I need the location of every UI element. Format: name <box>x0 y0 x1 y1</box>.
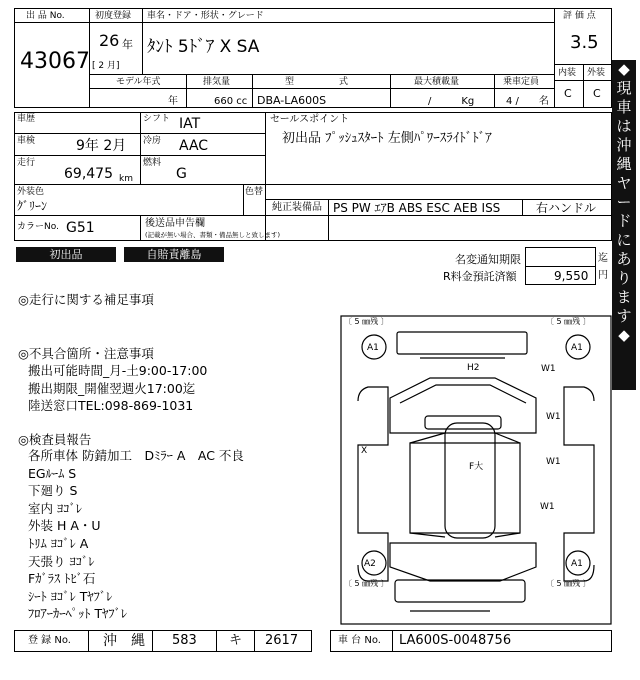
type-label: 型 式 <box>285 77 349 87</box>
divider <box>554 8 555 108</box>
damage-mark: W1 <box>541 364 556 374</box>
exterior-color-label: 外装色 <box>17 187 45 197</box>
roof-outline <box>410 443 520 533</box>
roof-panel <box>445 423 495 538</box>
divider <box>90 22 554 23</box>
handle: 右ハンドル <box>536 201 597 215</box>
divider <box>14 133 265 134</box>
side-notice-char: ヤ <box>616 174 632 192</box>
divider <box>14 22 90 23</box>
sales-point: 初出品 ﾌﾟｯｼｭｽﾀｰﾄ 左側ﾊﾟﾜｰｽﾗｲﾄﾞﾄﾞｱ <box>282 131 492 146</box>
defect-line: 陸送窓口TEL:098-869-1031 <box>28 398 194 414</box>
inspection: 9年 2月 <box>76 138 127 154</box>
interior-label: 内装 <box>558 68 577 78</box>
rear-outline <box>390 543 536 581</box>
side-notice-char: ド <box>616 212 632 230</box>
divider <box>88 630 89 652</box>
inspector-line: Fｶﾞﾗｽ ﾄﾋﾞ石 <box>28 571 96 587</box>
damage-mark: W1 <box>540 502 555 512</box>
side-notice-char: 現 <box>616 79 632 97</box>
side-notice <box>612 60 636 390</box>
hood-outline <box>390 378 536 433</box>
tire-depth-bl: 〔 5 ㎜残 〕 <box>344 579 389 588</box>
color-no-label: カラーNo. <box>17 222 59 232</box>
displacement: 660 cc <box>214 96 248 107</box>
side-notice-char: 車 <box>616 98 632 116</box>
capacity: 4 / 名 <box>506 96 549 107</box>
side-notice-char: り <box>616 269 632 287</box>
name-change-unit: 迄 <box>598 253 608 264</box>
side-notice-char: ま <box>616 288 632 306</box>
divider <box>243 184 244 215</box>
aircon-label: 冷房 <box>143 136 162 146</box>
divider <box>522 199 523 215</box>
capacity-label: 乗車定員 <box>503 77 540 87</box>
sales-point-label: セールスポイント <box>270 114 350 125</box>
side-notice-char: ◆ <box>618 60 630 78</box>
registration-number: 2617 <box>265 633 299 648</box>
damage-mark: A2 <box>364 559 376 569</box>
divider <box>554 80 612 81</box>
defects-header: ◎不具合箇所・注意事項 <box>18 346 154 361</box>
damage-mark: X <box>361 446 368 456</box>
model-year-label: モデル年式 <box>116 77 161 87</box>
inspector-line: 外装 H A・U <box>28 518 101 534</box>
divider <box>142 8 143 74</box>
divider <box>140 215 141 241</box>
registration-kana: キ <box>229 633 243 648</box>
recycle-label: R料金預託済額 <box>443 270 517 283</box>
damage-mark: H2 <box>467 363 480 373</box>
fuel-label: 燃料 <box>143 158 162 168</box>
model-year-unit: 年 <box>168 96 178 107</box>
damage-mark: A1 <box>571 343 583 353</box>
tire-depth-tl: 〔 5 ㎜残 〕 <box>344 317 389 326</box>
first-listing-badge: 初出品 <box>16 247 116 262</box>
side-notice-char: ー <box>616 193 632 211</box>
first-reg-month: [ 2 月] <box>92 61 120 71</box>
post-app-label: 後送品申告欄 <box>145 218 205 229</box>
registration-region: 沖 縄 <box>103 633 145 649</box>
side-notice-char: に <box>616 231 632 249</box>
equipment-label: 純正装備品 <box>272 202 322 213</box>
divider <box>390 74 391 108</box>
inspector-line: EGﾙｰﾑ S <box>28 465 77 481</box>
max-load-label: 最大積載量 <box>414 77 460 87</box>
recycle-unit: 円 <box>598 270 608 281</box>
divider <box>583 64 584 108</box>
vehicle-damage-diagram <box>340 315 614 627</box>
rear-bumper <box>395 580 525 602</box>
roof-line <box>397 332 527 354</box>
exterior-color: ｸﾞﾘｰﾝ <box>17 199 48 213</box>
aircon: AAC <box>179 138 209 154</box>
tire-depth-br: 〔 5 ㎜残 〕 <box>546 579 591 588</box>
first-reg-year: 26 <box>99 31 120 50</box>
first-reg-label: 初度登録 <box>95 11 132 21</box>
registration-label: 登 録 No. <box>28 635 71 646</box>
post-app-note: (記載が無い場合、書類・備品無しと致します) <box>145 231 281 239</box>
defect-line: 搬出可能時間_月-土9:00-17:00 <box>28 363 208 378</box>
type: DBA-LA600S <box>257 94 327 107</box>
equipment: PS PW ｴｱB ABS ESC AEB ISS <box>333 201 501 215</box>
damage-mark: A1 <box>571 559 583 569</box>
inspector-line: 下廻り S <box>28 483 78 499</box>
chassis-number: LA600S-0048756 <box>399 633 512 648</box>
shift-label: シフト <box>143 114 171 124</box>
distance-unit: km <box>119 174 133 184</box>
tire-depth-tr: 〔 5 ㎜残 〕 <box>546 317 591 326</box>
inspector-line: ｼｰﾄ ﾖｺﾞﾚ Tﾔﾌﾞﾚ <box>28 588 113 604</box>
inspector-line: ﾄﾘﾑ ﾖｺﾞﾚ A <box>28 536 89 551</box>
registration-class: 583 <box>172 633 197 648</box>
defect-line: 搬出期限_開催翌週火17:00迄 <box>28 380 196 396</box>
side-notice-char: 縄 <box>616 155 632 173</box>
divider <box>216 630 217 652</box>
inspector-line: 天張り ﾖｺﾞﾚ <box>28 553 95 569</box>
damage-mark: A1 <box>367 343 379 353</box>
left-side-outline <box>358 387 388 581</box>
color-no: G51 <box>66 220 95 236</box>
year-unit: 年 <box>122 38 133 51</box>
inspector-line: ﾌﾛｱｰｶｰﾍﾟｯﾄ Tﾔﾌﾞﾚ <box>28 606 128 622</box>
side-notice-char: す <box>616 307 632 325</box>
right-side-outline <box>564 387 594 581</box>
divider <box>392 630 393 652</box>
divider <box>14 155 265 156</box>
interior-grade: C <box>564 87 572 100</box>
exterior-grade: C <box>593 87 601 100</box>
side-notice-char: あ <box>616 250 632 268</box>
lot-no-label: 出 品 No. <box>26 11 65 21</box>
side-notice-char: ◆ <box>618 326 630 344</box>
divider <box>14 184 612 185</box>
divider <box>252 74 253 108</box>
damage-mark: W1 <box>546 412 561 422</box>
shift: IAT <box>179 116 201 132</box>
fuel: G <box>176 166 187 182</box>
divider <box>140 112 141 184</box>
distance-label: 走行 <box>17 158 36 168</box>
divider <box>328 199 329 241</box>
lot-no: 43067 <box>20 49 90 74</box>
exterior-label: 外装 <box>587 68 606 78</box>
divider <box>265 112 266 241</box>
divider <box>90 88 554 89</box>
score-label: 評 価 点 <box>563 11 596 21</box>
damage-mark: F大 <box>469 462 484 472</box>
inspector-line: 各所車体 防錆加工 Dﾐﾗｰ A AC 不良 <box>28 448 244 463</box>
inspector-header: ◎検査員報告 <box>18 432 92 447</box>
divider <box>254 630 255 652</box>
color-change-label: 色替 <box>245 187 264 197</box>
name-change-box <box>525 247 596 267</box>
recycle-value: 9,550 <box>554 269 589 283</box>
name-change-label: 名変通知期限 <box>455 253 521 266</box>
inspector-line: 室内 ﾖｺﾞﾚ <box>28 500 82 516</box>
distance: 69,475 <box>64 166 113 182</box>
score: 3.5 <box>570 32 599 53</box>
divider <box>90 74 554 75</box>
side-notice-char: 沖 <box>616 136 632 154</box>
car-name: ﾀﾝﾄ 5ﾄﾞｱ X SA <box>147 37 260 57</box>
max-load: / Kg <box>428 96 475 107</box>
divider <box>152 630 153 652</box>
chassis-label: 車 台 No. <box>338 635 381 646</box>
displacement-label: 排気量 <box>203 77 231 87</box>
self-responsible-badge: 自賠責離島 <box>124 247 224 262</box>
divider <box>494 74 495 108</box>
side-notice-char: は <box>616 117 632 135</box>
divider <box>186 74 187 108</box>
damage-mark: W1 <box>546 457 561 467</box>
car-name-label: 車名・ドア・形状・グレード <box>147 11 264 21</box>
running-notes-header: ◎走行に関する補足事項 <box>18 292 154 307</box>
history-label: 車歴 <box>17 114 36 124</box>
inspection-label: 車検 <box>17 136 36 146</box>
